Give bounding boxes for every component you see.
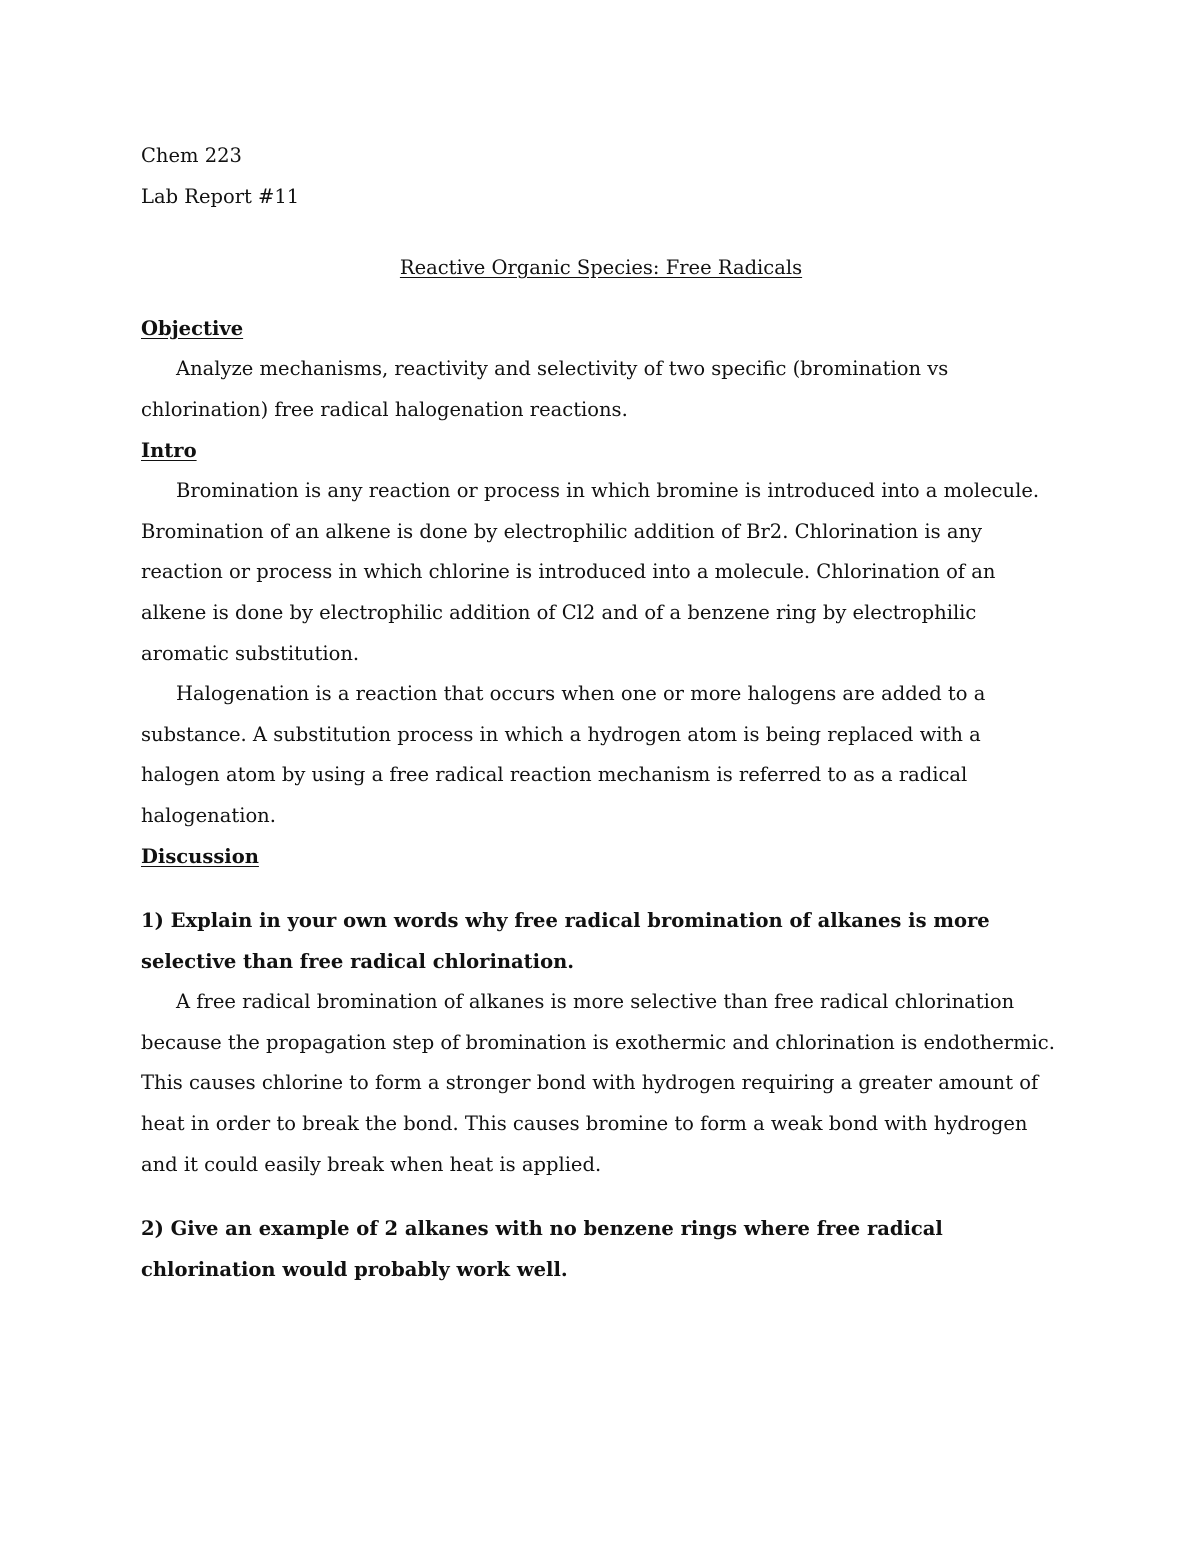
course-name: Chem 223 xyxy=(141,144,242,167)
answer-1-body xyxy=(141,982,1061,1185)
question-2: 2) Give an example of 2 alkanes with no benzene rings where free radical chlorination would probably work well. xyxy=(141,1217,943,1281)
document-page xyxy=(141,136,1061,1290)
intro-paragraph: Halogenation is a reaction that occurs when one or more halogens are added to a substance. A substitution process in which a hydrogen atom is being replaced with a halogen atom by using a free radical reaction mechanism is referred to as a radical halogenation. xyxy=(141,682,986,827)
document-title: Reactive Organic Species: Free Radicals xyxy=(399,256,803,280)
question-1: 1) Explain in your own words why free radical bromination of alkanes is more selective than free radical chlorination. xyxy=(141,909,990,973)
intro-paragraph: Bromination is any reaction or process in which bromine is introduced into a molecule. Bromination of an alkene is done by electrophilic addition of Br2. Chlorination is any reaction or process in which chlorine is introduced into a molecule. Chlorination of an alkene is done by electrophilic addition of Cl2 and of a benzene ring by electrophilic aromatic substitution. xyxy=(141,479,1040,665)
answer-1: A free radical bromination of alkanes is more selective than free radical chlorination because the propagation step of bromination is exothermic and chlorination is endothermic. This causes chlorine to form a stronger bond with hydrogen requiring a greater amount of heat in order to break the bond. This causes bromine to form a weak bond with hydrogen and it could easily break when heat is applied. xyxy=(141,990,1055,1176)
discussion-heading: Discussion xyxy=(141,844,259,868)
intro-heading: Intro xyxy=(141,438,197,462)
objective-heading: Objective xyxy=(141,316,244,340)
objective-paragraph: Analyze mechanisms, reactivity and selectivity of two specific (bromination vs chlorination) free radical halogenation reactions. xyxy=(141,357,949,421)
objective-body xyxy=(141,349,1061,430)
intro-body xyxy=(141,471,1061,836)
report-number: Lab Report #11 xyxy=(141,184,300,208)
